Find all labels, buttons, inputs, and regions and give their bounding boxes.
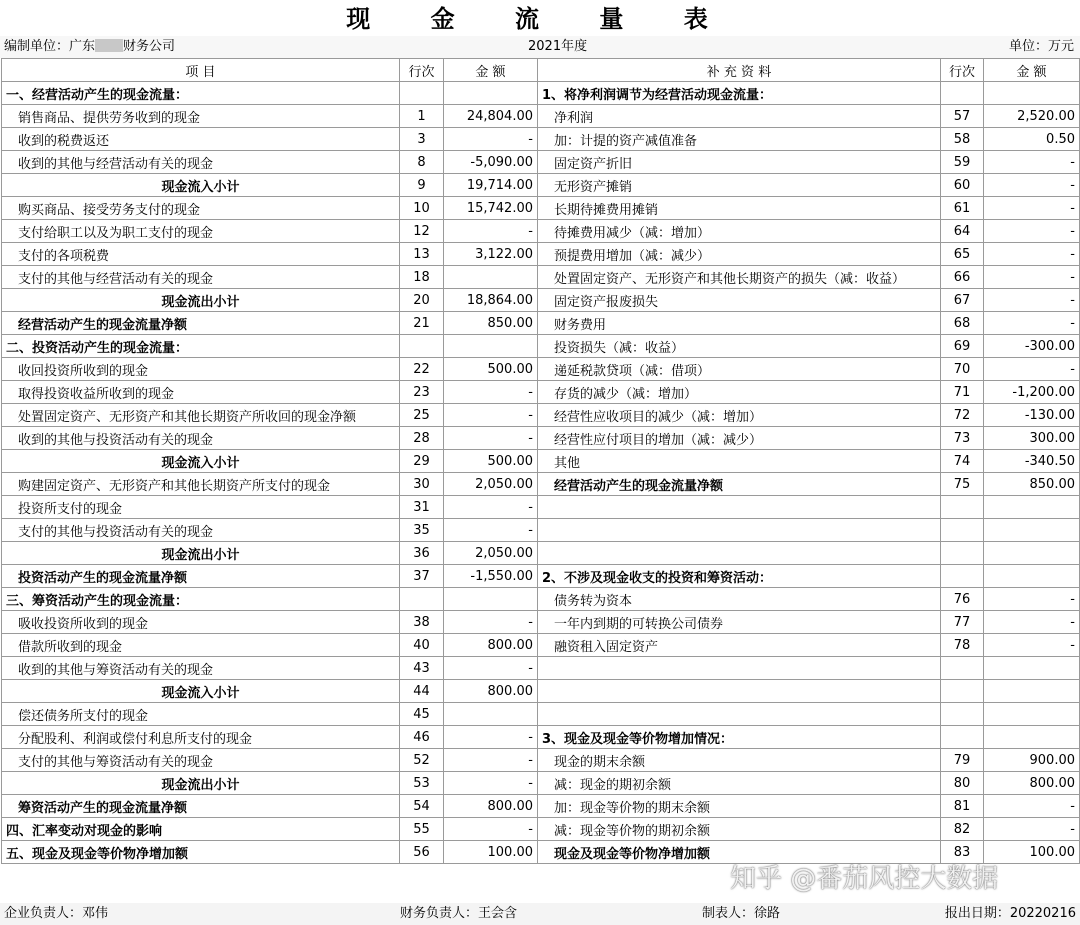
left-amount: 18,864.00 (444, 289, 538, 312)
left-item-label: 收回投资所收到的现金 (2, 358, 400, 381)
table-row (2, 473, 1080, 496)
right-amount (984, 657, 1080, 680)
left-amount: 500.00 (444, 450, 538, 473)
right-amount: - (984, 220, 1080, 243)
left-amount: 500.00 (444, 358, 538, 381)
right-row-no (941, 565, 984, 588)
right-amount (984, 565, 1080, 588)
left-amount: 800.00 (444, 680, 538, 703)
right-amount: - (984, 312, 1080, 335)
right-row-no (941, 82, 984, 105)
left-item-label: 现金流出小计 (2, 772, 400, 795)
left-amount: - (444, 519, 538, 542)
right-amount (984, 542, 1080, 565)
left-amount: 2,050.00 (444, 542, 538, 565)
left-item-label: 投资活动产生的现金流量净额 (2, 565, 400, 588)
table-row (2, 703, 1080, 726)
currency-unit: 单位：万元 (1008, 39, 1074, 54)
right-item-label: 经营活动产生的现金流量净额 (538, 473, 941, 496)
left-row-no: 29 (400, 450, 444, 473)
table-row (2, 289, 1080, 312)
left-amount: - (444, 657, 538, 680)
right-item-label: 预提费用增加（减：减少） (538, 243, 941, 266)
left-amount: - (444, 772, 538, 795)
left-amount: - (444, 611, 538, 634)
right-amount: - (984, 358, 1080, 381)
right-item-label: 3、现金及现金等价物增加情况： (538, 726, 941, 749)
report-date: 报出日期：20220216 (944, 906, 1076, 921)
left-amount: 850.00 (444, 312, 538, 335)
left-row-no: 52 (400, 749, 444, 772)
left-item-label: 取得投资收益所收到的现金 (2, 381, 400, 404)
right-row-no (941, 680, 984, 703)
left-amount (444, 335, 538, 358)
right-amount: - (984, 588, 1080, 611)
right-row-no (941, 726, 984, 749)
right-amount: - (984, 243, 1080, 266)
left-row-no: 28 (400, 427, 444, 450)
left-item-label: 三、筹资活动产生的现金流量： (2, 588, 400, 611)
left-item-label: 偿还债务所支付的现金 (2, 703, 400, 726)
left-item-label: 五、现金及现金等价物净增加额 (2, 841, 400, 864)
right-amount: 900.00 (984, 749, 1080, 772)
right-item-label: 现金及现金等价物净增加额 (538, 841, 941, 864)
left-item-label: 分配股利、利润或偿付利息所支付的现金 (2, 726, 400, 749)
left-amount: 800.00 (444, 634, 538, 657)
left-item-label: 支付的其他与筹资活动有关的现金 (2, 749, 400, 772)
manager-signoff: 企业负责人：邓伟 (4, 906, 109, 921)
right-amount: -340.50 (984, 450, 1080, 473)
left-amount: 19,714.00 (444, 174, 538, 197)
left-row-no: 21 (400, 312, 444, 335)
right-item-label: 2、不涉及现金收支的投资和筹资活动： (538, 565, 941, 588)
left-row-no: 3 (400, 128, 444, 151)
left-row-no: 23 (400, 381, 444, 404)
left-amount: 15,742.00 (444, 197, 538, 220)
left-row-no: 40 (400, 634, 444, 657)
right-amount: -130.00 (984, 404, 1080, 427)
right-row-no: 61 (941, 197, 984, 220)
col-header-supplement: 补 充 资 料 (538, 59, 941, 82)
left-row-no: 44 (400, 680, 444, 703)
right-row-no: 57 (941, 105, 984, 128)
left-row-no: 22 (400, 358, 444, 381)
right-item-label (538, 542, 941, 565)
left-amount: 24,804.00 (444, 105, 538, 128)
left-row-no (400, 82, 444, 105)
right-row-no: 73 (941, 427, 984, 450)
right-item-label: 固定资产折旧 (538, 151, 941, 174)
right-amount: - (984, 611, 1080, 634)
right-row-no (941, 519, 984, 542)
right-row-no: 59 (941, 151, 984, 174)
left-amount (444, 588, 538, 611)
left-row-no: 1 (400, 105, 444, 128)
left-amount: 2,050.00 (444, 473, 538, 496)
right-item-label: 现金的期末余额 (538, 749, 941, 772)
right-amount (984, 496, 1080, 519)
right-row-no: 78 (941, 634, 984, 657)
table-row (2, 404, 1080, 427)
left-item-label: 支付的其他与经营活动有关的现金 (2, 266, 400, 289)
table-row (2, 243, 1080, 266)
right-item-label (538, 657, 941, 680)
left-row-no: 13 (400, 243, 444, 266)
right-row-no (941, 703, 984, 726)
right-row-no: 81 (941, 795, 984, 818)
right-row-no: 80 (941, 772, 984, 795)
left-row-no: 20 (400, 289, 444, 312)
right-item-label: 1、将净利润调节为经营活动现金流量： (538, 82, 941, 105)
left-row-no: 54 (400, 795, 444, 818)
right-row-no: 82 (941, 818, 984, 841)
left-row-no: 55 (400, 818, 444, 841)
left-amount: -1,550.00 (444, 565, 538, 588)
left-row-no: 9 (400, 174, 444, 197)
right-amount: - (984, 289, 1080, 312)
report-header (0, 36, 1080, 58)
right-row-no: 76 (941, 588, 984, 611)
left-item-label: 支付的各项税费 (2, 243, 400, 266)
left-item-label: 收到的其他与投资活动有关的现金 (2, 427, 400, 450)
table-row (2, 565, 1080, 588)
table-row (2, 795, 1080, 818)
right-amount: - (984, 174, 1080, 197)
right-row-no: 75 (941, 473, 984, 496)
right-amount: - (984, 795, 1080, 818)
table-row (2, 358, 1080, 381)
right-item-label: 递延税款贷项（减：借项） (538, 358, 941, 381)
right-item-label: 加：现金等价物的期末余额 (538, 795, 941, 818)
left-item-label: 现金流入小计 (2, 450, 400, 473)
right-item-label: 固定资产报废损失 (538, 289, 941, 312)
col-header-row-no2: 行次 (941, 59, 984, 82)
right-amount: - (984, 634, 1080, 657)
right-row-no: 79 (941, 749, 984, 772)
left-amount: - (444, 220, 538, 243)
table-row (2, 312, 1080, 335)
table-row (2, 197, 1080, 220)
left-item-label: 筹资活动产生的现金流量净额 (2, 795, 400, 818)
left-amount: -5,090.00 (444, 151, 538, 174)
right-item-label (538, 703, 941, 726)
right-item-label: 存货的减少（减：增加） (538, 381, 941, 404)
preparer-signoff: 制表人：徐路 (702, 906, 781, 921)
table-row (2, 680, 1080, 703)
table-row (2, 818, 1080, 841)
right-amount: 850.00 (984, 473, 1080, 496)
left-amount (444, 703, 538, 726)
right-amount: 100.00 (984, 841, 1080, 864)
left-row-no: 10 (400, 197, 444, 220)
right-row-no: 65 (941, 243, 984, 266)
left-item-label: 现金流出小计 (2, 542, 400, 565)
cash-flow-table (1, 58, 1080, 864)
right-item-label: 净利润 (538, 105, 941, 128)
left-item-label: 收到的税费返还 (2, 128, 400, 151)
right-row-no: 69 (941, 335, 984, 358)
finance-signoff: 财务负责人：王会含 (400, 906, 518, 921)
table-row (2, 657, 1080, 680)
right-item-label: 处置固定资产、无形资产和其他长期资产的损失（减：收益） (538, 266, 941, 289)
table-row (2, 381, 1080, 404)
left-row-no: 38 (400, 611, 444, 634)
table-row (2, 611, 1080, 634)
table-row (2, 519, 1080, 542)
left-item-label: 借款所收到的现金 (2, 634, 400, 657)
table-row (2, 151, 1080, 174)
right-amount: -1,200.00 (984, 381, 1080, 404)
left-row-no: 25 (400, 404, 444, 427)
right-row-no: 67 (941, 289, 984, 312)
right-row-no: 77 (941, 611, 984, 634)
report-footer (0, 903, 1080, 925)
right-row-no (941, 542, 984, 565)
table-row (2, 427, 1080, 450)
left-row-no: 8 (400, 151, 444, 174)
left-row-no: 12 (400, 220, 444, 243)
left-amount: - (444, 749, 538, 772)
right-amount (984, 82, 1080, 105)
table-row (2, 82, 1080, 105)
col-header-row-no: 行次 (400, 59, 444, 82)
table-row (2, 174, 1080, 197)
right-amount: 800.00 (984, 772, 1080, 795)
left-row-no: 46 (400, 726, 444, 749)
right-amount: - (984, 197, 1080, 220)
right-item-label (538, 496, 941, 519)
table-row (2, 105, 1080, 128)
right-row-no: 71 (941, 381, 984, 404)
right-row-no: 64 (941, 220, 984, 243)
right-amount (984, 680, 1080, 703)
left-amount: - (444, 818, 538, 841)
left-row-no: 43 (400, 657, 444, 680)
right-row-no (941, 657, 984, 680)
right-item-label (538, 680, 941, 703)
table-row (2, 634, 1080, 657)
right-amount (984, 726, 1080, 749)
left-amount (444, 82, 538, 105)
left-item-label: 现金流入小计 (2, 680, 400, 703)
right-amount: - (984, 151, 1080, 174)
left-item-label: 一、经营活动产生的现金流量： (2, 82, 400, 105)
left-row-no (400, 588, 444, 611)
right-item-label: 待摊费用减少（减：增加） (538, 220, 941, 243)
left-amount: - (444, 128, 538, 151)
left-row-no: 36 (400, 542, 444, 565)
left-row-no: 37 (400, 565, 444, 588)
right-item-label: 财务费用 (538, 312, 941, 335)
right-item-label: 无形资产摊销 (538, 174, 941, 197)
table-row (2, 749, 1080, 772)
right-row-no (941, 496, 984, 519)
table-row (2, 772, 1080, 795)
left-row-no: 45 (400, 703, 444, 726)
left-item-label: 现金流入小计 (2, 174, 400, 197)
left-row-no: 56 (400, 841, 444, 864)
left-item-label: 购买商品、接受劳务支付的现金 (2, 197, 400, 220)
left-amount: - (444, 381, 538, 404)
left-item-label: 支付给职工以及为职工支付的现金 (2, 220, 400, 243)
right-amount: 0.50 (984, 128, 1080, 151)
watermark: 知乎 @番茄风控大数据 (730, 864, 999, 894)
right-item-label: 减：现金等价物的期初余额 (538, 818, 941, 841)
left-amount: 100.00 (444, 841, 538, 864)
right-row-no: 58 (941, 128, 984, 151)
table-row (2, 726, 1080, 749)
col-header-amount: 金 额 (444, 59, 538, 82)
right-row-no: 68 (941, 312, 984, 335)
right-row-no: 66 (941, 266, 984, 289)
right-item-label (538, 519, 941, 542)
right-amount: 300.00 (984, 427, 1080, 450)
right-item-label: 其他 (538, 450, 941, 473)
right-amount: - (984, 818, 1080, 841)
left-amount: - (444, 427, 538, 450)
col-header-item: 项 目 (2, 59, 400, 82)
table-row (2, 496, 1080, 519)
left-row-no: 31 (400, 496, 444, 519)
left-row-no (400, 335, 444, 358)
table-row (2, 220, 1080, 243)
left-item-label: 收到的其他与筹资活动有关的现金 (2, 657, 400, 680)
left-item-label: 处置固定资产、无形资产和其他长期资产所收回的现金净额 (2, 404, 400, 427)
right-item-label: 投资损失（减：收益） (538, 335, 941, 358)
right-item-label: 长期待摊费用摊销 (538, 197, 941, 220)
left-item-label: 经营活动产生的现金流量净额 (2, 312, 400, 335)
right-amount: - (984, 266, 1080, 289)
left-amount: - (444, 404, 538, 427)
left-item-label: 收到的其他与经营活动有关的现金 (2, 151, 400, 174)
right-item-label: 经营性应收项目的减少（减：增加） (538, 404, 941, 427)
right-item-label: 融资租入固定资产 (538, 634, 941, 657)
left-item-label: 购建固定资产、无形资产和其他长期资产所支付的现金 (2, 473, 400, 496)
right-row-no: 70 (941, 358, 984, 381)
right-item-label: 加：计提的资产减值准备 (538, 128, 941, 151)
table-row (2, 588, 1080, 611)
right-item-label: 债务转为资本 (538, 588, 941, 611)
right-row-no: 74 (941, 450, 984, 473)
left-item-label: 二、投资活动产生的现金流量： (2, 335, 400, 358)
left-item-label: 吸收投资所收到的现金 (2, 611, 400, 634)
table-row (2, 128, 1080, 151)
right-row-no: 60 (941, 174, 984, 197)
right-item-label: 一年内到期的可转换公司债券 (538, 611, 941, 634)
table-row (2, 266, 1080, 289)
right-item-label: 减：现金的期初余额 (538, 772, 941, 795)
left-row-no: 53 (400, 772, 444, 795)
report-year: 2021年度 (528, 39, 588, 54)
left-item-label: 支付的其他与投资活动有关的现金 (2, 519, 400, 542)
left-amount: 3,122.00 (444, 243, 538, 266)
right-item-label: 经营性应付项目的增加（减：减少） (538, 427, 941, 450)
right-row-no: 83 (941, 841, 984, 864)
left-amount: 800.00 (444, 795, 538, 818)
table-row (2, 335, 1080, 358)
right-amount: 2,520.00 (984, 105, 1080, 128)
company-label: 编制单位：广东 财务公司 (4, 39, 176, 54)
col-header-amount2: 金 额 (984, 59, 1080, 82)
left-item-label: 销售商品、提供劳务收到的现金 (2, 105, 400, 128)
left-row-no: 35 (400, 519, 444, 542)
left-item-label: 四、汇率变动对现金的影响 (2, 818, 400, 841)
right-row-no: 72 (941, 404, 984, 427)
right-amount (984, 519, 1080, 542)
left-item-label: 投资所支付的现金 (2, 496, 400, 519)
left-amount: - (444, 496, 538, 519)
left-row-no: 18 (400, 266, 444, 289)
left-row-no: 30 (400, 473, 444, 496)
table-row (2, 542, 1080, 565)
right-amount (984, 703, 1080, 726)
left-amount: - (444, 726, 538, 749)
left-item-label: 现金流出小计 (2, 289, 400, 312)
table-row (2, 450, 1080, 473)
report-title: 现 金 流 量 表 (346, 4, 734, 33)
right-amount: -300.00 (984, 335, 1080, 358)
left-amount (444, 266, 538, 289)
